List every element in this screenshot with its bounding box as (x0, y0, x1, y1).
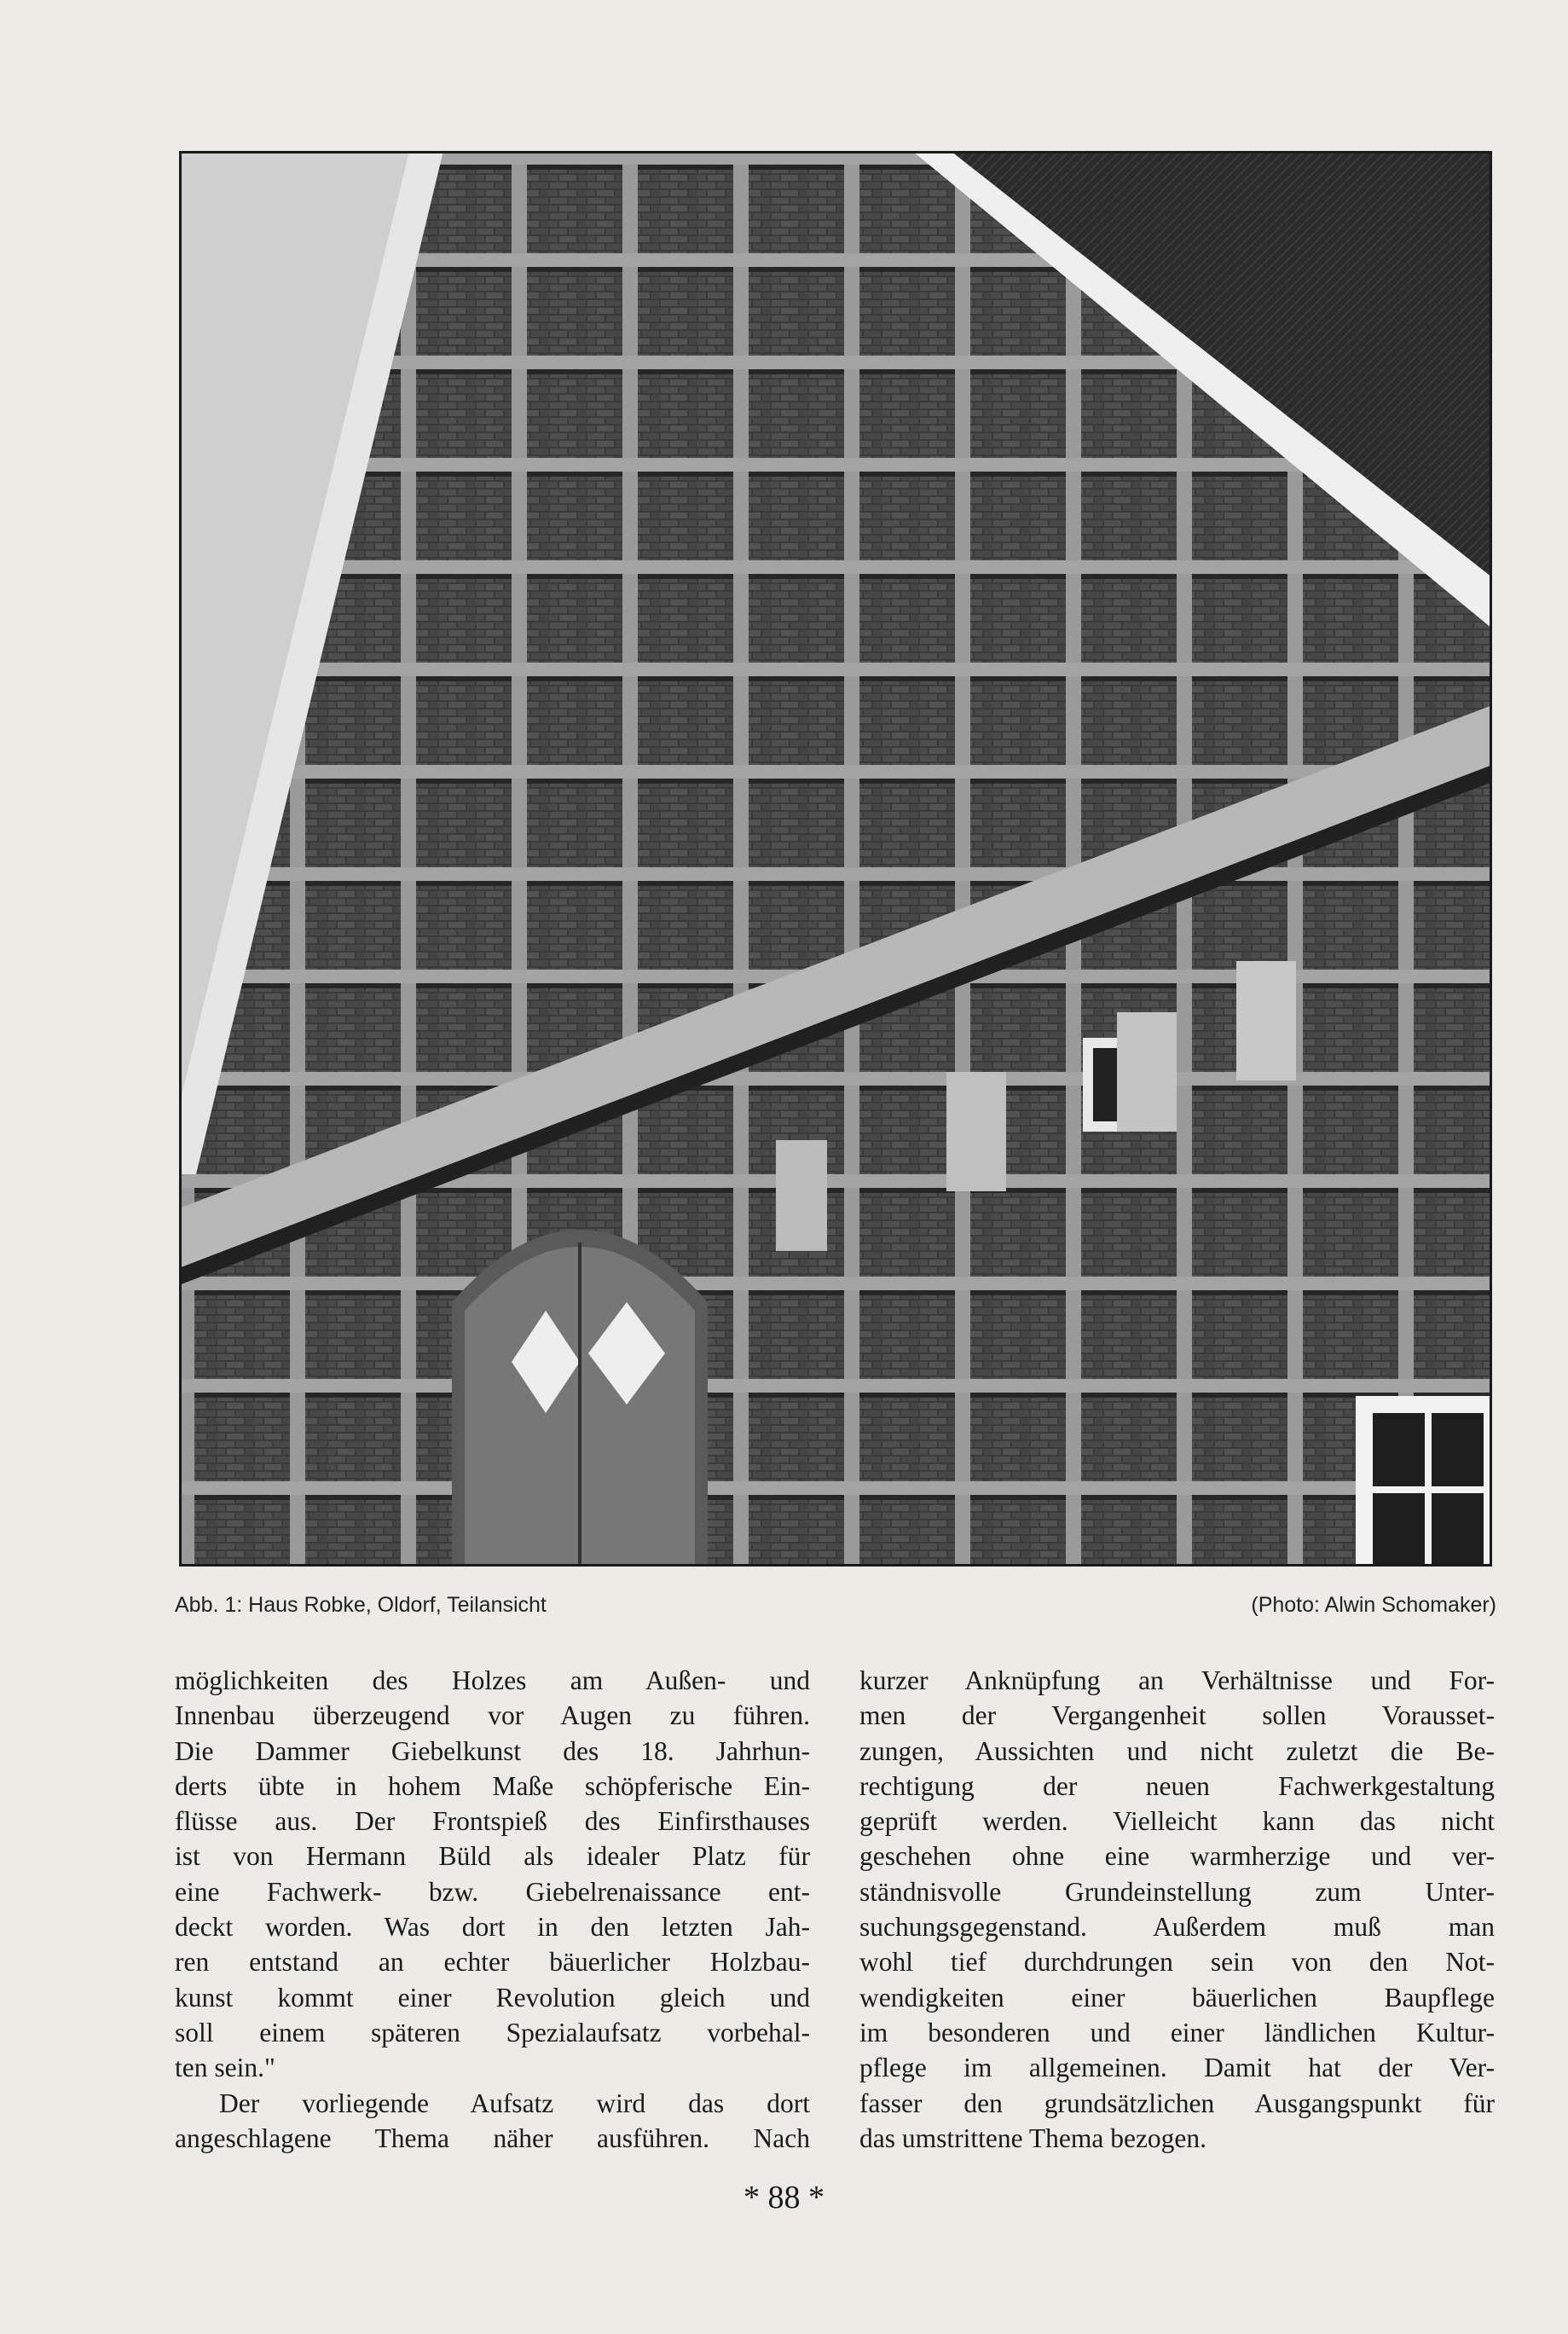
text-line: angeschlagene Thema näher ausführen. Nach (175, 2123, 810, 2153)
text-line: rechtigung der neuen Fachwerkgestaltung (859, 1770, 1495, 1801)
text-line: Die Dammer Giebelkunst des 18. Jahrhun- (175, 1735, 810, 1766)
text-line: das umstrittene Thema bezogen. (859, 2123, 1207, 2153)
page-number: * 88 * (743, 2180, 825, 2215)
text-column-right (859, 1663, 1495, 2156)
facade-photograph (179, 151, 1492, 1567)
text-line: im besonderen und einer ländlichen Kultur- (859, 2017, 1495, 2047)
text-line: geschehen ohne eine warmherzige und ver- (859, 1841, 1495, 1872)
caption-credit: (Photo: Alwin Schomaker) (1251, 1593, 1496, 1617)
text-line: wendigkeiten einer bäuerlichen Baupflege (859, 1982, 1495, 2013)
figure-caption (175, 1593, 1496, 1627)
text-line: eine Fachwerk- bzw. Giebelrenaissance ent- (175, 1876, 810, 1907)
text-line: Innenbau überzeugend vor Augen zu führen. (175, 1700, 810, 1731)
text-line: soll einem späteren Spezialaufsatz vorbehal- (175, 2017, 810, 2047)
text-line: möglichkeiten des Holzes am Außen- und (175, 1665, 810, 1695)
text-column-left (175, 1663, 810, 2156)
text-line: ist von Hermann Büld als idealer Platz für (175, 1841, 810, 1872)
text-line: kunst kommt einer Revolution gleich und (175, 1982, 810, 2013)
text-line: suchungsgegenstand. Außerdem muß man (859, 1912, 1495, 1943)
text-line: pflege im allgemeinen. Damit hat der Ver- (859, 2053, 1495, 2083)
text-line: men der Vergangenheit sollen Vorausset- (859, 1700, 1495, 1731)
text-line: zungen, Aussichten und nicht zuletzt die Be- (859, 1735, 1495, 1766)
text-line: Der vorliegende Aufsatz wird das dort (219, 2088, 810, 2118)
text-line: wohl tief durchdrungen sein von den Not- (859, 1947, 1495, 1978)
text-line: derts übte in hohem Maße schöpferische Ein- (175, 1770, 810, 1801)
text-line: deckt worden. Was dort in den letzten Jah- (175, 1912, 810, 1943)
text-line: flüsse aus. Der Frontspieß des Einfirsthauses (175, 1806, 810, 1837)
text-line: kurzer Anknüpfung an Verhältnisse und For- (859, 1665, 1495, 1695)
text-line: ren entstand an echter bäuerlicher Holzbau- (175, 1947, 810, 1978)
caption-title: Abb. 1: Haus Robke, Oldorf, Teilansicht (175, 1593, 547, 1617)
text-line: geprüft werden. Vielleicht kann das nicht (859, 1806, 1495, 1837)
text-line: ten sein." (175, 2053, 275, 2083)
text-line: ständnisvolle Grundeinstellung zum Unter- (859, 1876, 1495, 1907)
half-timbered-gable-image (179, 151, 1492, 1567)
text-line: fasser den grundsätzlichen Ausgangspunkt für (859, 2088, 1495, 2118)
